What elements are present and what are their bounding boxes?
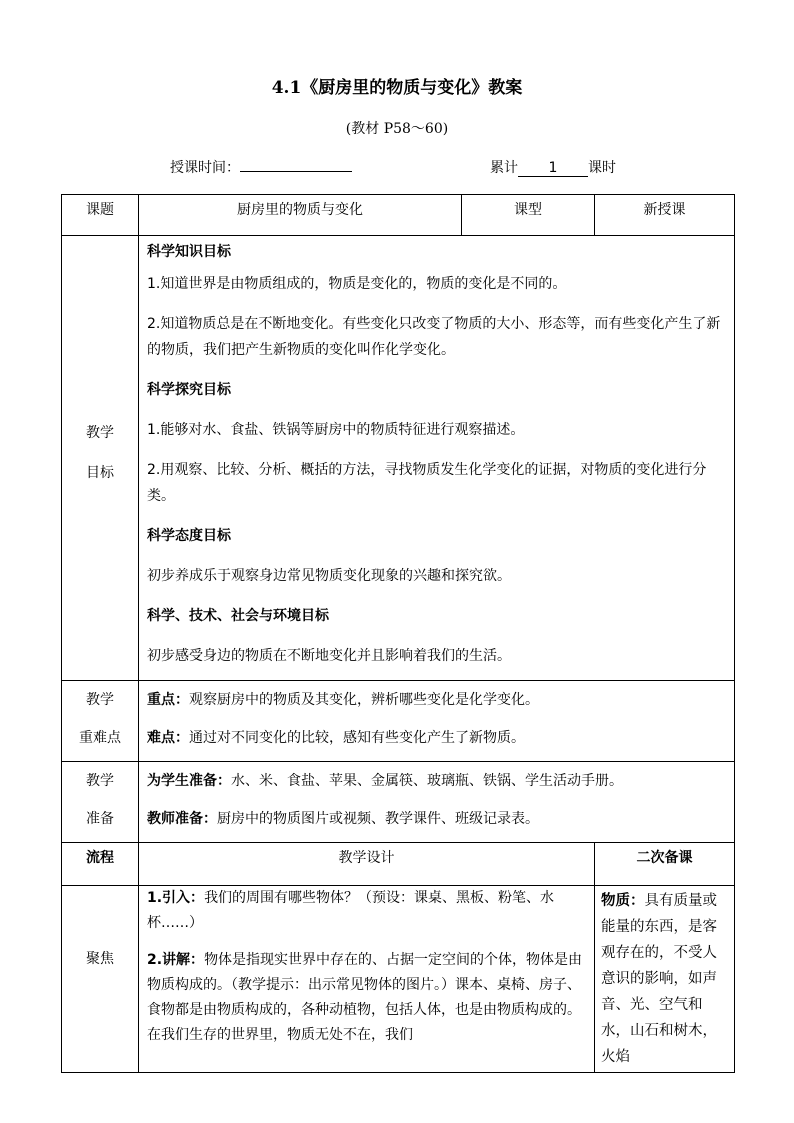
- topic-row: [62, 195, 735, 236]
- attitude-1: 初步养成乐于观察身边常见物质变化现象的兴趣和探究欲。: [147, 568, 511, 584]
- sts-title: 科学、技术、社会与环境目标: [147, 608, 329, 624]
- goals-content: [139, 236, 735, 681]
- second-prep-header: 二次备课: [595, 843, 735, 886]
- topic-value: 厨房里的物质与变化: [139, 195, 462, 236]
- design-header: 教学设计: [139, 843, 595, 886]
- focus-label: 聚焦: [62, 886, 139, 1073]
- science-knowledge-2: 2.知道物质总是在不断地变化。有些变化只改变了物质的大小、形态等，而有些变化产生了新的物质，我们把产生新物质的变化叫作化学变化。: [147, 316, 721, 358]
- goals-label-line2: 目标: [86, 465, 114, 481]
- lesson-plan-table: [61, 194, 735, 1073]
- sts-1: 初步感受身边的物质在不断地变化并且影响着我们的生活。: [147, 648, 511, 664]
- key-point: [147, 681, 726, 719]
- lesson-total-value: 1: [518, 160, 588, 177]
- process-header-row: [62, 843, 735, 886]
- student-preparation-label: 为学生准备：: [147, 773, 231, 789]
- second-prep-note-label: 物质：: [601, 893, 645, 909]
- lesson-time: [170, 157, 352, 177]
- goals-label: [62, 236, 139, 681]
- attitude-title: 科学态度目标: [147, 528, 231, 544]
- preparation-content: [139, 762, 735, 843]
- document-subtitle: (教材 P58～60): [345, 121, 449, 137]
- teacher-preparation-label: 教师准备：: [147, 811, 217, 827]
- focus-explain-text: 物体是指现实世界中存在的、占据一定空间的个体，物体是由物质构成的。（教学提示：出示常见物体的图片。）课本、桌椅、房子、食物都是由物质构成的，各种动植物，包括人体，也是由物质构成的。在我们生存的世界里，物质无处不在，我们: [147, 952, 583, 1043]
- teacher-preparation: [147, 800, 726, 838]
- teacher-preparation-text: 厨房中的物质图片或视频、教学课件、班级记录表。: [217, 811, 539, 827]
- inquiry-1: 1.能够对水、食盐、铁锅等厨房中的物质特征进行观察描述。: [147, 422, 525, 438]
- inquiry-2: 2.用观察、比较、分析、概括的方法，寻找物质发生化学变化的证据，对物质的变化进行分类。: [147, 462, 707, 504]
- student-preparation-text: 水、米、食盐、苹果、金属筷、玻璃瓶、铁锅、学生活动手册。: [231, 773, 623, 789]
- key-point-label: 重点：: [147, 692, 189, 708]
- document-title: 4.1《厨房里的物质与变化》教案: [271, 78, 523, 98]
- focus-row: [62, 886, 735, 1073]
- science-knowledge-title: 科学知识目标: [147, 244, 231, 260]
- type-value: 新授课: [595, 195, 735, 236]
- focus-content: [139, 886, 595, 1073]
- lesson-time-label: 授课时间：: [170, 160, 240, 176]
- second-prep-note-text: 具有质量或能量的东西，是客观存在的，不受人意识的影响，如声音、光、空气和水，山石和树木，火焰: [601, 893, 717, 1065]
- difficult-point: [147, 719, 726, 757]
- type-label: 课型: [462, 195, 595, 236]
- science-knowledge-1: 1.知道世界是由物质组成的，物质是变化的，物质的变化是不同的。: [147, 276, 567, 292]
- focus-explain-label: 2.讲解：: [147, 952, 205, 968]
- key-points-content: [139, 681, 735, 762]
- topic-label: 课题: [62, 195, 139, 236]
- key-points-label: [62, 681, 139, 762]
- student-preparation: [147, 762, 726, 800]
- inquiry-title: 科学探究目标: [147, 382, 231, 398]
- focus-intro-label: 1.引入：: [147, 890, 205, 906]
- preparation-label-line1: 教学: [86, 773, 114, 789]
- key-points-label-line1: 教学: [86, 692, 114, 708]
- lesson-total-label: 累计: [490, 160, 518, 176]
- lesson-total: [490, 157, 616, 177]
- goals-label-line1: 教学: [86, 425, 114, 441]
- preparation-label: [62, 762, 139, 843]
- focus-explain: [147, 948, 586, 1048]
- difficult-point-text: 通过对不同变化的比较，感知有些变化产生了新物质。: [189, 730, 525, 746]
- focus-intro: [147, 886, 586, 936]
- key-point-text: 观察厨房中的物质及其变化，辨析哪些变化是化学变化。: [189, 692, 539, 708]
- preparation-label-line2: 准备: [86, 811, 114, 827]
- lesson-time-value: [240, 171, 352, 172]
- flow-header: 流程: [62, 843, 139, 886]
- lesson-total-unit: 课时: [588, 160, 616, 176]
- key-points-row: [62, 681, 735, 762]
- preparation-row: [62, 762, 735, 843]
- difficult-point-label: 难点：: [147, 730, 189, 746]
- key-points-label-line2: 重难点: [79, 730, 121, 746]
- second-prep-note: [595, 886, 735, 1073]
- goals-row: [62, 236, 735, 681]
- focus-intro-text: 我们的周围有哪些物体？（预设：课桌、黑板、粉笔、水杯……）: [147, 890, 555, 931]
